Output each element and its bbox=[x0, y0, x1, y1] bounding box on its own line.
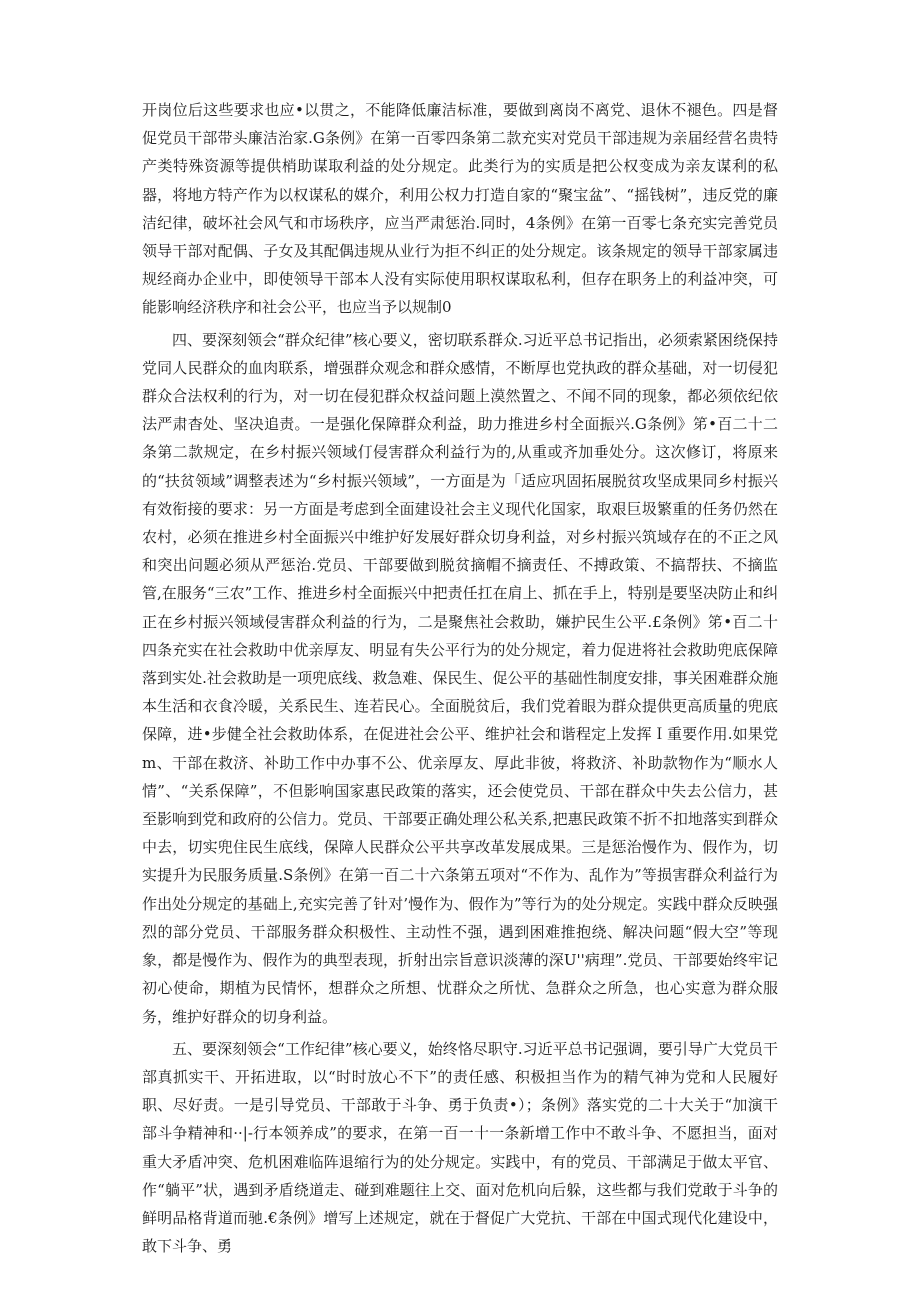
paragraph-1: 开岗位后这些要求也应•以贯之，不能降低廉洁标准，要做到离岗不离党、退休不褪色。四是督促党员干部带头廉洁治家.G条例》在第一百零四条第二款充实对党员干部违规为亲届经营名贵特产类特殊资源等提供梢助谋取利益的处分规定。此类行为的实质是把公权变成为亲友谋利的私器，将地方特产作为以权谋私的媒介，利用公权力打造自家的“聚宝盆”、“摇钱树”，违反党的廉洁纪律，破坏社会风气和市场秩序，应当严肃惩治.同时，4条例》在第一百零七条充实完善党员领导干部对配偶、子女及其配偶违规从业行为拒不纠正的处分规定。该条规定的领导干部家属违规经商办企业中，即使领导干部本人没有实际使用职权谋取私利，但存在职务上的利益冲突，可能影响经济秩序和社会公平，也应当予以规制0 bbox=[142, 101, 778, 317]
paragraph-2: 四、要深刻领会“群众纪律”核心要义，密切联系群众.习近平总书记指出，必须索紧困绕保持党同人民群众的血肉联系，增强群众观念和群众感情，不断厚也党执政的群众基础，对一切侵犯群众合法权利的行为，对一切在侵犯群众权益问题上漠然置之、不闻不同的现象，都必须依纪依法严肃杳处、坚决追责。一是强化保障群众利益，助力推进乡村全面振兴.G条例》笫•百二十二条第二款规定，在乡村振兴领域仃侵害群众利益行为的,从重或齐加垂处分。这次修订，将原来的“扶贫领域”调整表述为“乡村振兴领域”，一方面是为「适应巩固拓展脱贫攻坚成果同乡村振兴有效衔接的要求：另一方面是考虑到全面建设社会主义现代化国家，取艰巨圾繁重的任务仍然在农村，必须在推进乡村全面振兴中维护好发展好群众切身利益，对乡村振兴筑域存在的不正之风和突出问题必须从严惩治.党员、干部要做到脱贫摘帽不摘责任、不搏政策、不搞帮扶、不摘监管,在服务“三农”工作、推进乡村全面振兴中把责任扛在肩上、抓在手上，特别是要坚决防止和纠正在乡村振兴领域侵害群众利益的行为，二是聚焦社会救助，嫌护民生公平.£条例》笫•百二十四条充实在社会救助中优亲厚友、明显有失公平行为的处分规定，着力促进将社会救助兜底保障落到实处.社会救助是一项兜底线、救急难、保民生、促公平的基础性制度安排，事关困难群众施本生活和衣食冷暖，关系民生、连若民心。全面脱贫后，我们党着眼为群众提供更高质量的兜底保障，进•步健全社会救助体系，在促进社会公平、维护社会和谐程定上发挥Ｉ重要作用.如果党m、干部在救济、补助工作中办事不公、优亲厚友、厚此非彼，将救济、补助款物作为“顺水人情”、“关系保障”，不但影响国家惠民政策的落实，还会使党员、干部在群众中失去公信力，甚至影响到党和政府的公信力。党员、干部要正确处理公私关系,把惠民政策不折不扣地落实到群众中去，切实兜住民生底线，保障人民群众公平共享改革发展成果。三是惩治慢作为、假作为，切实提升为民服务质量.S条例》在第一百二十六条第五项对“不作为、乱作为”等损害群众利益行为作出处分规定的基础上,充实完善了针对’慢作为、假作为”等行为的处分规定。实践中群众反映强烈的部分党员、干部服务群众积极性、主动性不强，遇到困难推抱绕、解决问题“假大空”等现象，都是慢作为、假作为的典型表现，折射出宗旨意识淡薄的深U''病理”.党员、干部要始终牢记初心使命，期植为民情怀，想群众之所想、忧群众之所忧、急群众之所急，也心实意为群众服务，维护好群众的切身利益。 bbox=[142, 330, 778, 1026]
paragraph-3: 五、要深刻领会“工作纪律”核心要义，始终恪尽职守.习近平总书记强调，要引导广大党员干部真抓实干、开拓进取，以“时时放心不下”的责任感、积极担当作为的精气神为党和人民履好职、尽好责。一是引导党员、干部敢于斗争、勇于负责•）；条例》落实党的二十大关于“加演干部斗争精神和··|-行本领养成”的要求，在第一百一十一条新增工作中不敢斗争、不愿担当，面对重大矛盾冲突、危机困难临阵退缩行为的处分规定。实践中，有的党员、干部满足于做太平官、作“躺平”状，遇到矛盾绕道走、碰到难题往上交、面对危机向后躲，这些都与我们党敢于斗争的鲜明品格背道而驰.€条例》增写上述规定，就在于督促广大党抗、干部在中国式现代化建设中，敢下斗争、勇 bbox=[142, 1039, 778, 1256]
document-body bbox=[142, 96, 778, 1264]
